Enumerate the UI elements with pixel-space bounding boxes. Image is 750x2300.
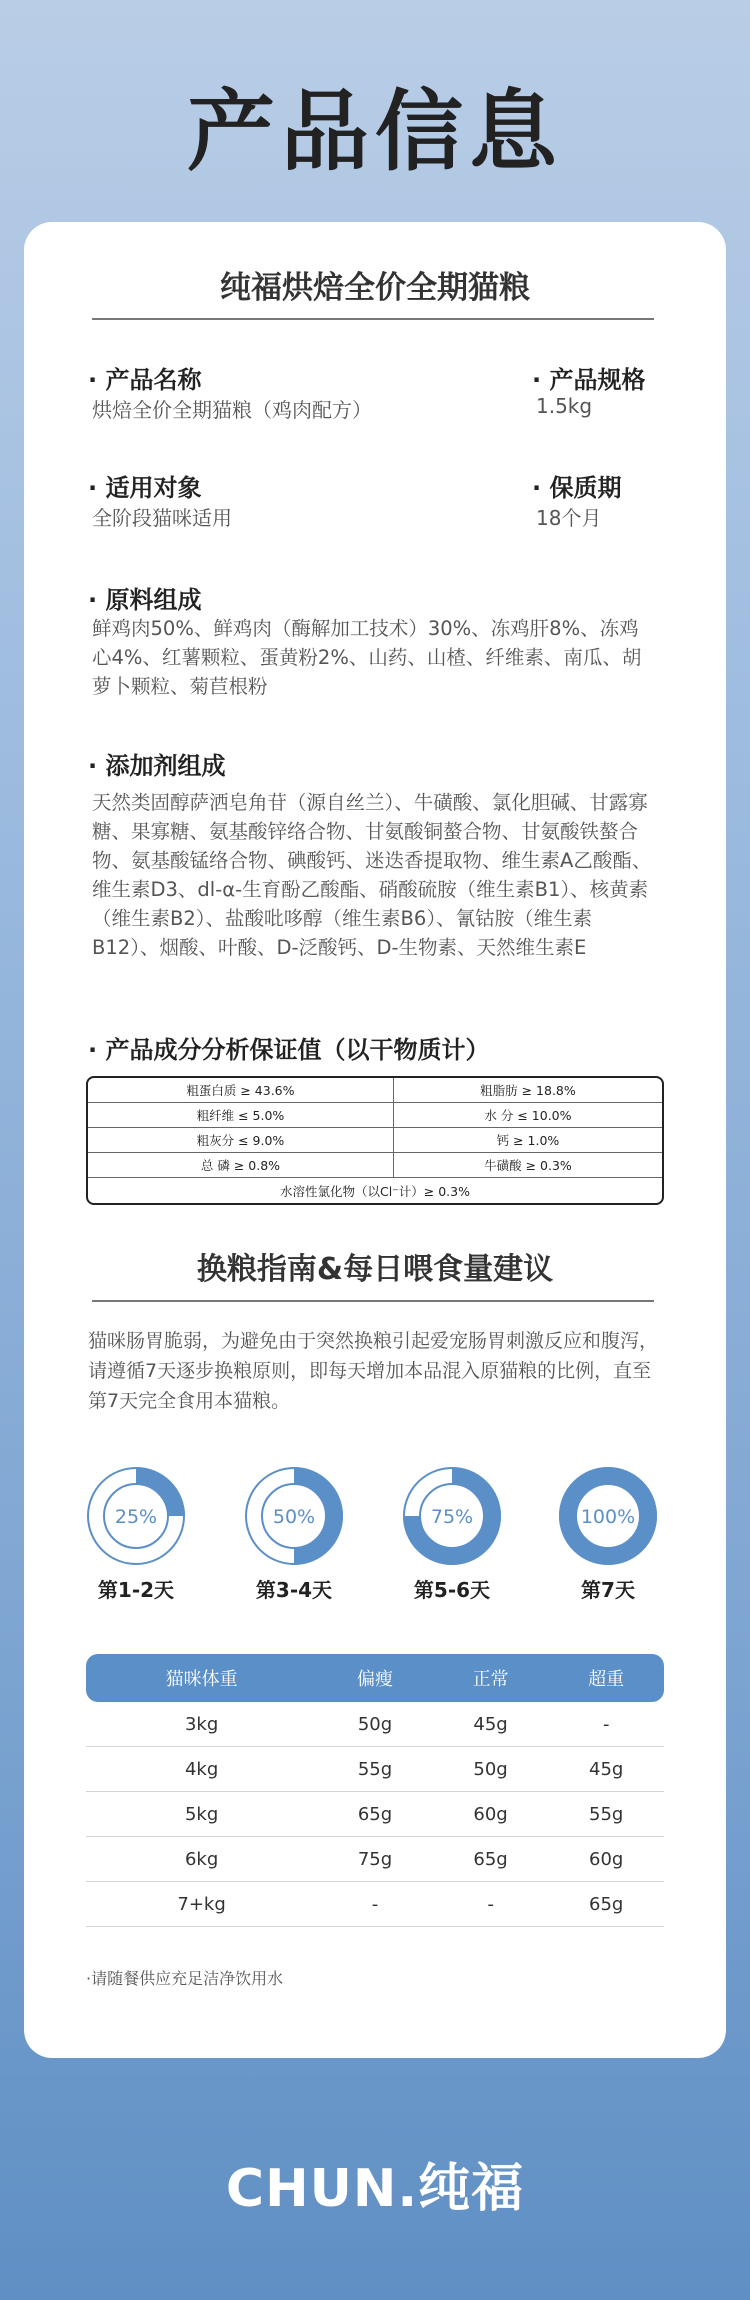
analysis-cell: 粗纤维 ≤ 5.0% (88, 1103, 394, 1128)
table-row (88, 1078, 662, 1103)
additives-label: · 添加剂组成 (88, 752, 226, 780)
additives-text: 天然类固醇萨洒皂角苷（源自丝兰）、牛磺酸、氯化胆碱、甘露寡糖、果寡糖、氨基酸锌络合物、甘氨酸铜螯合物、甘氨酸铁螯合物、氨基酸锰络合物、碘酸钙、迷迭香提取物、维生素A乙酸酯、维生素D3、dl-α-生育酚乙酸酯、硝酸硫胺（维生素B1）、核黄素（维生素B2）、盐酸吡哆醇（维生素B6）、氰钴胺（维生素B12）、烟酸、叶酸、D-泛酸钙、D-生物素、天然维生素E (92, 791, 652, 959)
shelf-life-value: 18个月 (536, 506, 602, 530)
spec-value: 1.5kg (536, 394, 593, 418)
donut-percent: 100% (580, 1506, 636, 1528)
progress-donut (558, 1466, 658, 1566)
analysis-cell: 粗脂肪 ≥ 18.8% (394, 1078, 662, 1103)
table-cell: 7+kg (86, 1882, 317, 1927)
analysis-cell: 钙 ≥ 1.0% (394, 1128, 662, 1153)
target-value: 全阶段猫咪适用 (92, 506, 232, 530)
analysis-label: · 产品成分分析保证值（以干物质计） (88, 1036, 490, 1064)
table-cell: - (317, 1882, 433, 1927)
table-row (88, 1178, 662, 1203)
title-divider (92, 318, 654, 320)
progress-donut (244, 1466, 344, 1566)
donut-percent: 25% (114, 1506, 158, 1528)
table-cell: 60g (548, 1837, 664, 1882)
analysis-cell: 牛磺酸 ≥ 0.3% (394, 1153, 662, 1178)
table-row (86, 1792, 664, 1837)
table-cell: 5kg (86, 1792, 317, 1837)
product-name-label: · 产品名称 (88, 366, 202, 394)
guide-divider (92, 1300, 654, 1302)
analysis-cell: 粗蛋白质 ≥ 43.6% (88, 1078, 394, 1103)
product-info-card (24, 222, 726, 2058)
table-cell: 60g (433, 1792, 549, 1837)
analysis-cell: 水溶性氯化物（以Cl⁻计）≥ 0.3% (279, 1183, 470, 1199)
spec-label: · 产品规格 (532, 366, 646, 394)
analysis-cell: 总 磷 ≥ 0.8% (88, 1153, 394, 1178)
ingredients-label: · 原料组成 (88, 586, 202, 614)
analysis-cell: 水 分 ≤ 10.0% (394, 1103, 662, 1128)
progress-donut (402, 1466, 502, 1566)
table-cell: 65g (317, 1792, 433, 1837)
header-weight: 猫咪体重 (86, 1654, 317, 1702)
ingredients-text: 鲜鸡肉50%、鲜鸡肉（酶解加工技术）30%、冻鸡肝8%、冻鸡心4%、红薯颗粒、蛋黄粉2%、山药、山楂、纤维素、南瓜、胡萝卜颗粒、菊苣根粉 (92, 617, 642, 698)
table-cell: 50g (433, 1747, 549, 1792)
table-cell: 50g (317, 1702, 433, 1747)
table-row (88, 1153, 662, 1178)
target-label: · 适用对象 (88, 474, 202, 502)
table-row (88, 1128, 662, 1153)
water-note: ·请随餐供应充足洁净饮用水 (86, 1969, 284, 1988)
feeding-table (86, 1654, 664, 1927)
table-cell: 6kg (86, 1837, 317, 1882)
table-row (86, 1882, 664, 1927)
table-cell: 55g (317, 1747, 433, 1792)
table-cell: 45g (548, 1747, 664, 1792)
table-cell: 45g (433, 1702, 549, 1747)
table-cell: 75g (317, 1837, 433, 1882)
table-cell: 65g (548, 1882, 664, 1927)
donut-day-label: 第7天 (581, 1578, 635, 1602)
analysis-cell: 粗灰分 ≤ 9.0% (88, 1128, 394, 1153)
table-cell: 3kg (86, 1702, 317, 1747)
guide-text: 猫咪肠胃脆弱，为避免由于突然换粮引起爱宠肠胃刺激反应和腹泻，请遵循7天逐步换粮原则，即每天增加本品混入原猫粮的比例，直至第7天完全食用本猫粮。 (88, 1330, 659, 1412)
donut-day-label: 第5-6天 (413, 1578, 491, 1602)
product-name-value: 烘焙全价全期猫粮（鸡肉配方） (92, 398, 372, 422)
table-cell: 65g (433, 1837, 549, 1882)
progress-donut (86, 1466, 186, 1566)
header-normal: 正常 (433, 1654, 549, 1702)
shelf-life-label: · 保质期 (532, 474, 622, 502)
donut-percent: 50% (272, 1506, 316, 1528)
table-cell: - (433, 1882, 549, 1927)
donut-day-label: 第3-4天 (255, 1578, 333, 1602)
table-cell: - (548, 1702, 664, 1747)
donut-percent: 75% (430, 1506, 474, 1528)
product-title: 纯福烘焙全价全期猫粮 (220, 270, 530, 306)
table-row (86, 1702, 664, 1747)
header-thin: 偏瘦 (317, 1654, 433, 1702)
page-title: 产品信息 (186, 80, 563, 183)
table-cell: 4kg (86, 1747, 317, 1792)
table-row (86, 1837, 664, 1882)
table-row (88, 1103, 662, 1128)
analysis-table (86, 1076, 664, 1205)
guide-title: 换粮指南&每日喂食量建议 (196, 1252, 554, 1287)
donut-day-label: 第1-2天 (97, 1578, 175, 1602)
table-cell: 55g (548, 1792, 664, 1837)
table-header-row (86, 1654, 664, 1702)
brand-logo: CHUN.纯福 (225, 2159, 525, 2219)
header-overweight: 超重 (548, 1654, 664, 1702)
table-row (86, 1747, 664, 1792)
